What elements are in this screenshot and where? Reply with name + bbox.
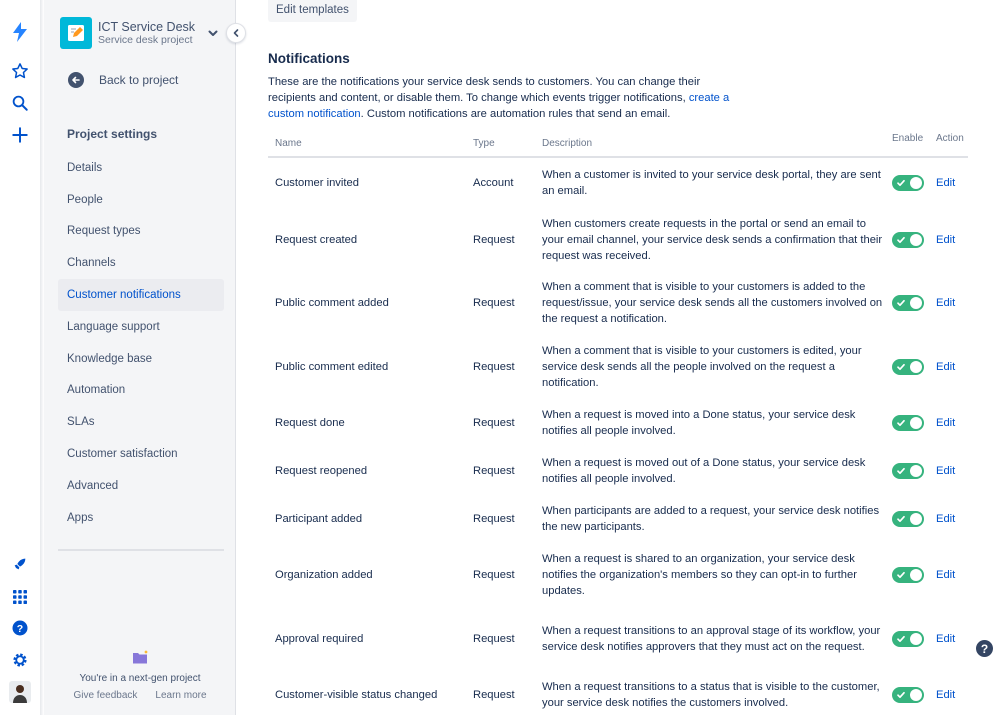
column-header-name: Name [275,138,302,149]
toggle-knob [910,417,922,429]
sidebar-item-apps[interactable]: Apps [67,511,94,524]
project-avatar [60,17,92,49]
toggle-knob [910,177,922,189]
enable-toggle[interactable] [892,359,924,375]
edit-notification-link[interactable]: Edit [936,417,956,429]
next-gen-notice: You're in a next-gen project [79,673,201,684]
help-icon[interactable] [8,616,32,640]
notification-type: Request [473,297,515,309]
edit-notification-link[interactable]: Edit [936,569,956,581]
notification-type: Account [473,177,514,189]
notification-name: Customer-visible status changed [275,689,438,701]
svg-text:?: ? [16,622,24,635]
rocket-icon[interactable] [8,552,32,576]
enable-toggle[interactable] [892,567,924,583]
edit-templates-button[interactable]: Edit templates [268,0,357,22]
notification-name: Approval required [275,632,364,645]
page-description [268,74,748,122]
notification-description: When a customer is invited to your service desk portal, they are sent an email. [542,169,881,197]
sidebar-divider [58,549,224,551]
column-header-action: Action [936,133,964,144]
column-header-enable: Enable [892,133,924,144]
enable-toggle[interactable] [892,631,924,647]
back-label: Back to project [99,73,179,87]
sidebar-item-language-support[interactable]: Language support [67,320,160,333]
toggle-knob [910,361,922,373]
notification-type: Request [473,465,515,477]
column-header-description: Description [542,138,593,149]
notification-name: Customer invited [275,177,359,189]
enable-toggle[interactable] [892,295,924,311]
edit-notification-link[interactable]: Edit [936,297,956,309]
edit-notification-link[interactable]: Edit [936,361,956,373]
notifications-table [268,126,968,715]
edit-notification-link[interactable]: Edit [936,177,956,189]
project-switcher[interactable] [60,16,220,50]
table-header [268,126,968,158]
notification-type: Request [473,361,515,373]
table-row [268,447,968,495]
enable-toggle[interactable] [892,687,924,703]
search-icon[interactable] [8,91,32,115]
notification-description: When customers create requests in the portal or send an email to your email channel, your service desk sends a confirmation that their request was received. [542,217,883,262]
sidebar-item-advanced[interactable]: Advanced [67,479,119,492]
description-text-end: . Custom notifications are automation rules that send an email. [360,108,671,120]
sidebar-item-customer-notifications[interactable]: Customer notifications [58,279,224,311]
notification-type: Request [473,417,515,429]
edit-notification-link[interactable]: Edit [936,465,956,477]
notification-description: When a request transitions to a status that is visible to the customer, your service desk notifies the customers involved. [542,681,880,709]
notification-description: When a request is moved out of a Done status, your service desk notifies all people involved. [542,457,866,485]
notification-description: When a comment that is visible to your customers is added to the request/issue, your service desk sends all the customers involved on the request a notification. [542,281,883,325]
project-settings-heading: Project settings [67,127,158,141]
sidebar-item-knowledge-base[interactable]: Knowledge base [67,352,153,365]
toggle-knob [910,633,922,645]
toggle-knob [910,234,922,246]
star-icon[interactable] [8,59,32,83]
edit-notification-link[interactable]: Edit [936,632,956,645]
back-to-project-link[interactable] [68,72,178,88]
toggle-knob [910,513,922,525]
table-row [268,335,968,399]
column-header-type: Type [473,138,495,149]
notification-name: Participant added [275,513,363,525]
jira-logo-icon[interactable] [8,20,32,44]
chevron-left-icon [231,28,241,38]
table-row [268,158,968,208]
enable-toggle[interactable] [892,511,924,527]
notification-description: When a comment that is visible to your customers is edited, your service desk sends all the people involved on the request a notification. [542,345,862,389]
table-body [268,158,968,715]
table-row [268,399,968,447]
toggle-knob [910,689,922,701]
notification-description: When participants are added to a request, your service desk notifies the new participants. [542,505,880,533]
create-custom-notification-link[interactable]: create a custom notification [268,92,730,120]
notification-name: Request created [275,233,358,246]
edit-notification-link[interactable]: Edit [936,689,956,701]
sidebar-item-automation[interactable]: Automation [67,384,126,397]
settings-icon[interactable] [8,648,32,672]
floating-help-button[interactable]: ? [976,640,993,657]
sidebar-item-customer-satisfaction[interactable]: Customer satisfaction [67,448,178,461]
project-sidebar [44,0,236,715]
enable-toggle[interactable] [892,175,924,191]
notification-type: Request [473,233,515,246]
sidebar-item-request-types[interactable]: Request types [67,225,141,238]
collapse-sidebar-button[interactable] [226,23,246,43]
global-navigation [0,0,40,715]
table-row [268,495,968,543]
description-text: These are the notifications your service desk sends to customers. You can change their recipients and content, or disable them. To change which events trigger notifications, [268,76,701,104]
page-title: Notifications [268,51,350,66]
learn-more-link[interactable]: Learn more [155,690,207,701]
create-icon[interactable] [8,123,32,147]
notification-description: When a request is moved into a Done status, your service desk notifies all people involved. [542,409,856,437]
table-row [268,208,968,271]
notification-type: Request [473,569,515,581]
notification-type: Request [473,632,515,645]
user-avatar[interactable] [8,680,32,704]
notification-name: Organization added [275,569,373,581]
app-switcher-icon[interactable] [8,585,32,609]
enable-toggle[interactable] [892,415,924,431]
notification-description: When a request transitions to an approval stage of its workflow, your service desk notifies approvers that they must act on the request. [542,624,881,653]
table-row [268,607,968,670]
project-name: ICT Service Desk [98,19,196,34]
table-row [268,543,968,607]
notification-type: Request [473,689,515,701]
table-row [268,670,968,715]
chevron-down-icon[interactable] [206,26,220,40]
enable-toggle[interactable] [892,232,924,248]
sidebar-item-people[interactable]: People [67,193,103,206]
settings-nav [58,152,224,534]
edit-notification-link[interactable]: Edit [936,233,956,246]
project-type: Service desk project [98,33,193,46]
notification-name: Request reopened [275,465,368,477]
arrow-left-icon [68,72,84,88]
give-feedback-link[interactable]: Give feedback [73,690,138,701]
toggle-knob [910,569,922,581]
toggle-knob [910,297,922,309]
folder-sparkle-icon [132,650,150,664]
sidebar-item-slas[interactable]: SLAs [67,416,95,429]
notification-name: Public comment edited [275,361,389,373]
edit-notification-link[interactable]: Edit [936,513,956,525]
toggle-knob [910,465,922,477]
enable-toggle[interactable] [892,463,924,479]
notification-description: When a request is shared to an organization, your service desk notifies the organization's members so they can opt-in to further updates. [542,553,857,597]
notification-name: Request done [275,417,345,429]
notification-type: Request [473,513,515,525]
notification-name: Public comment added [275,297,389,309]
sidebar-item-details[interactable]: Details [67,161,103,174]
sidebar-item-channels[interactable]: Channels [67,257,116,270]
table-row [268,271,968,335]
